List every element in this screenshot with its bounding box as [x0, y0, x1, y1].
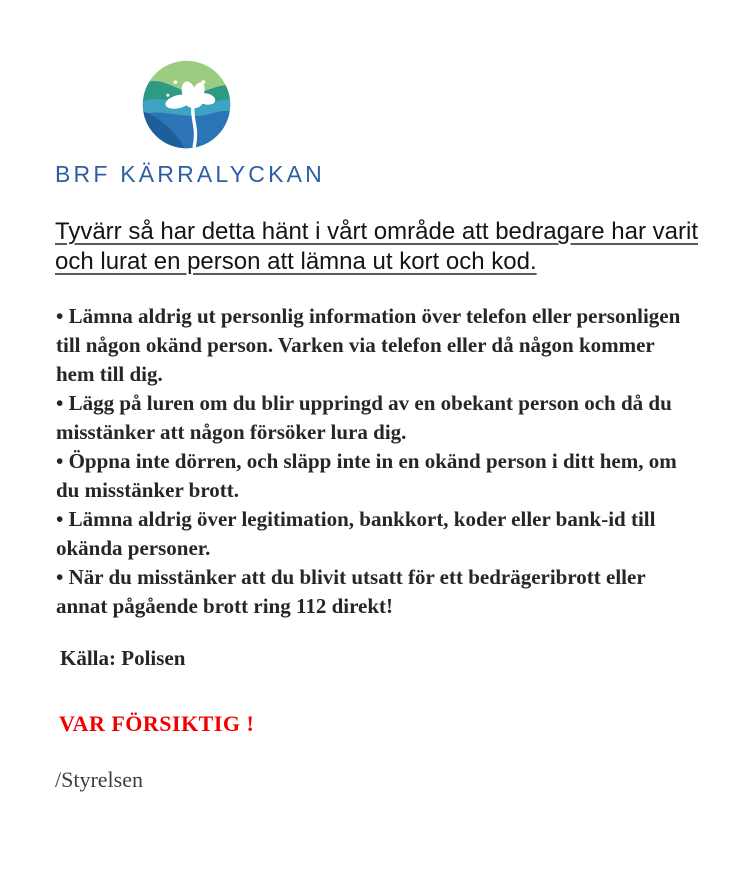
bullet-item: • Lägg på luren om du blir uppringd av en obekant person och då du misstänker att någon försöker lura dig.: [56, 391, 672, 444]
bullet-item: • Lämna aldrig ut personlig information över telefon eller personligen till någon okänd person. Varken via telefon eller då någon kommer hem till dig.: [56, 304, 681, 386]
warning-line: VAR FÖRSIKTIG !: [59, 711, 255, 736]
bullet-item: • När du misstänker att du blivit utsatt för ett bedrägeribrott eller annat pågående brott ring 112 direkt!: [56, 565, 646, 618]
bullet-item: • Lämna aldrig över legitimation, bankkort, koder eller bank-id till okända personer.: [56, 507, 656, 560]
source-line: Källa: Polisen: [60, 646, 186, 670]
logo-wordmark: BRF KÄRRALYCKAN: [55, 161, 325, 187]
bullet-item: • Öppna inte dörren, och släpp inte in en okänd person i ditt hem, om du misstänker brott.: [56, 449, 677, 502]
signature-line: /Styrelsen: [55, 767, 143, 792]
brf-karralyckan-logo-icon: [140, 58, 233, 151]
notice-heading: Tyvärr så har detta hänt i vårt område att bedragare har varit och lurat en person att lämna ut kort och kod.: [55, 218, 698, 275]
advice-bullet-list: [56, 302, 698, 621]
